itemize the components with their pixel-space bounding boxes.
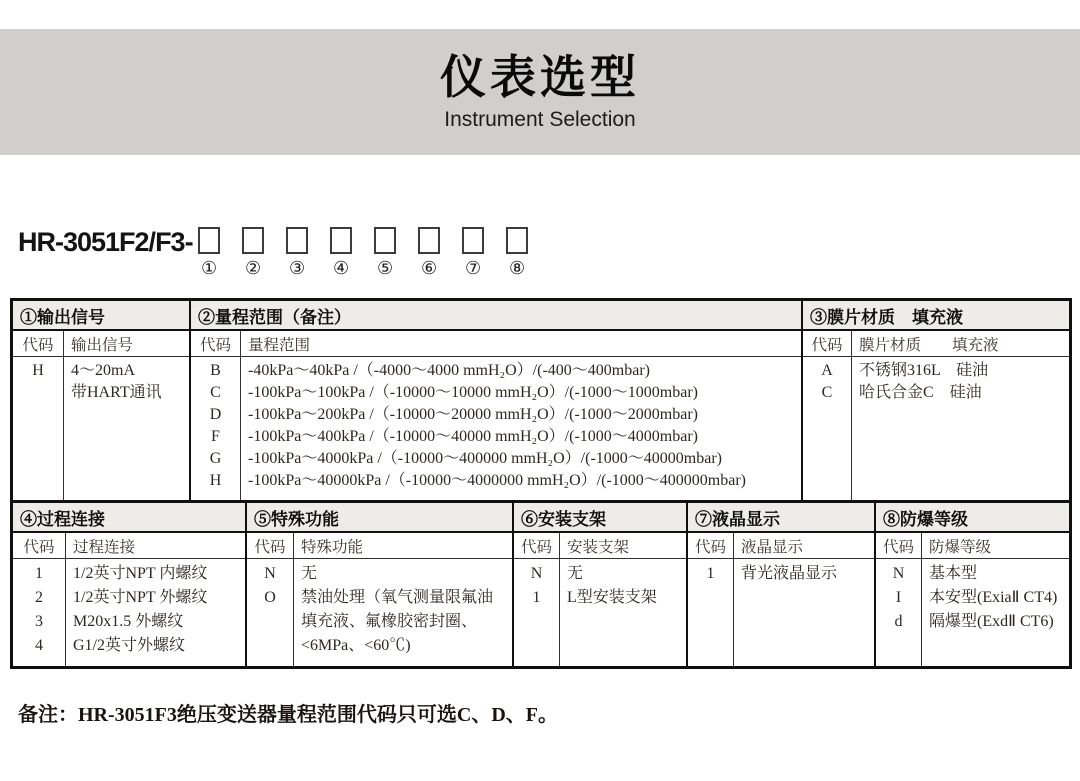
value-column-header: 输出信号 [71,336,134,354]
model-prefix: HR-3051F2/F3- [18,227,193,257]
description-line: 背光液晶显示 [741,565,838,582]
code-column-header: 代码 [23,538,55,556]
column-headers [191,331,801,357]
section-lcd-display [688,503,876,666]
description-cell [733,562,874,586]
section-rows [876,559,1069,666]
description-cell [921,562,1069,586]
description-cell [65,562,245,586]
description-line: -100kPa～200kPa /（-10000～20000 mmH₂O）/(-1000～2000mbar) [248,406,698,423]
section-output-signal [13,301,191,500]
value-column-header: 过程连接 [73,538,136,556]
model-slot [198,227,221,278]
page-subtitle: Instrument Selection [444,108,636,131]
position-number: ④ [333,258,350,279]
model-code-box [330,227,352,254]
code-cell: N [892,565,905,582]
description-cell [240,426,801,448]
description-line: 无 [301,565,318,582]
code-cell: d [894,613,903,630]
description-line: -100kPa～4000kPa /（-10000～400000 mmH₂O）/(-1000～40000mbar) [248,450,722,467]
description-line: 1/2英寸NPT 内螺纹 [73,565,208,582]
model-code-box [462,227,484,254]
column-headers [514,533,686,559]
code-cell: 2 [35,589,43,606]
model-slot [462,227,485,278]
code-cell: 3 [35,613,43,630]
code-column-header: 代码 [811,336,843,354]
model-slot [330,227,353,278]
code-cell: F [211,428,220,445]
section-range [191,301,803,500]
code-cell: H [32,362,44,379]
description-cell [293,562,512,586]
description-line: 1/2英寸NPT 外螺纹 [73,589,208,606]
code-cell: C [821,384,833,401]
description-line: 本安型(ExiaⅡ CT4) [929,589,1058,606]
description-cell [851,382,1069,404]
description-cell [65,634,245,658]
description-line: M20x1.5 外螺纹 [73,613,184,630]
value-column-header: 液晶显示 [741,538,804,556]
position-number: ① [201,258,218,279]
section-rows [247,559,512,666]
section-process-connection [13,503,247,666]
code-cell: N [530,565,543,582]
description-line: 基本型 [929,565,978,582]
column-headers [688,533,874,559]
code-cell: D [209,406,222,423]
value-column-header: 安装支架 [567,538,630,556]
section-title: ④过程连接 [13,503,245,533]
model-code-box [198,227,220,254]
table-band-1 [10,298,1072,500]
section-rows [688,559,874,666]
section-title: ⑤特殊功能 [247,503,512,533]
description-line: 填充液、氟橡胶密封圈、 [301,613,478,630]
column-headers [13,533,245,559]
footer-note: 备注：HR-3051F3绝压变送器量程范围代码只可选C、D、F。 [18,704,558,726]
position-number: ⑦ [465,258,482,279]
description-line: 无 [567,565,584,582]
description-cell [851,360,1069,382]
value-column-header: 量程范围 [248,336,311,354]
section-rows [191,357,801,500]
title-banner [0,29,1080,155]
description-line: 不锈钢316L 硅油 [859,362,989,379]
code-cell: I [895,589,902,606]
position-number: ⑤ [377,258,394,279]
section-mounting-bracket [514,503,688,666]
code-cell: 1 [35,565,43,582]
model-slot [506,227,529,278]
position-number: ③ [289,258,306,279]
model-code-slots [198,227,529,278]
code-column-header: 代码 [694,538,726,556]
position-number: ⑥ [421,258,438,279]
description-cell [240,470,801,492]
model-slot [286,227,309,278]
code-cell: G [209,450,222,467]
model-code-box [418,227,440,254]
position-number: ② [245,258,262,279]
model-code-box [506,227,528,254]
page-title: 仪表选型 [440,51,640,103]
position-number: ⑧ [509,258,526,279]
code-cell: N [264,565,276,582]
code-cell: B [210,362,221,379]
section-title: ③膜片材质 填充液 [803,301,1069,331]
code-column-header: 代码 [520,538,552,556]
code-cell: H [209,472,222,489]
description-cell [240,382,801,404]
description-cell [559,586,686,610]
description-line: -100kPa～100kPa /（-10000～10000 mmH₂O）/(-1000～1000mbar) [248,384,698,401]
description-line: -100kPa～40000kPa /（-10000～4000000 mmH₂O）/(-1000～400000mbar) [248,472,746,489]
value-column-header: 特殊功能 [301,538,364,556]
description-line: <6MPa、<60℃) [301,637,411,654]
description-cell [293,586,512,658]
description-cell [240,360,801,382]
description-cell [240,448,801,470]
section-title: ⑥安装支架 [514,503,686,533]
section-rows [13,559,245,666]
code-column-header: 代码 [22,336,54,354]
description-line: 禁油处理（氧气测量限氟油 [301,589,494,606]
code-cell: A [821,362,833,379]
section-special-function [247,503,514,666]
model-slot [374,227,397,278]
column-headers [803,331,1069,357]
model-slot [242,227,265,278]
description-cell [63,360,189,404]
model-code-box [374,227,396,254]
section-title: ①输出信号 [13,301,189,331]
code-column-header: 代码 [199,336,231,354]
description-cell [921,610,1069,634]
code-cell: 4 [35,637,43,654]
description-line: 带HART通讯 [71,384,162,401]
model-code-box [286,227,308,254]
code-column-header: 代码 [882,538,914,556]
description-cell [240,404,801,426]
code-column-header: 代码 [254,538,286,556]
selection-tables [10,298,1072,669]
section-title: ⑦液晶显示 [688,503,874,533]
description-cell [65,610,245,634]
section-rows [13,357,189,500]
description-line: G1/2英寸外螺纹 [73,637,186,654]
model-code-row [18,227,529,278]
description-line: -40kPa～40kPa /（-4000～4000 mmH₂O）/(-400～400mbar) [248,362,650,379]
section-rows [803,357,1069,500]
section-explosion-proof [876,503,1069,666]
description-cell [921,586,1069,610]
column-headers [247,533,512,559]
model-slot [418,227,441,278]
section-rows [514,559,686,666]
section-title: ⑧防爆等级 [876,503,1069,533]
description-cell [65,586,245,610]
code-cell: 1 [706,565,715,582]
column-headers [876,533,1069,559]
value-column-header: 防爆等级 [929,538,992,556]
code-cell: O [264,589,276,606]
code-cell: 1 [532,589,541,606]
column-headers [13,331,189,357]
section-title: ②量程范围（备注） [191,301,801,331]
description-line: -100kPa～400kPa /（-10000～40000 mmH₂O）/(-1000～4000mbar) [248,428,698,445]
table-band-2 [10,500,1072,669]
description-line: 哈氏合金C 硅油 [859,384,982,401]
description-line: 4～20mA [71,362,136,379]
description-line: L型安装支架 [567,589,657,606]
section-diaphragm-fill [803,301,1069,500]
description-line: 隔爆型(ExdⅡ CT6) [929,613,1054,630]
value-column-header: 膜片材质 填充液 [859,336,999,354]
code-cell: C [210,384,221,401]
model-code-box [242,227,264,254]
description-cell [559,562,686,586]
